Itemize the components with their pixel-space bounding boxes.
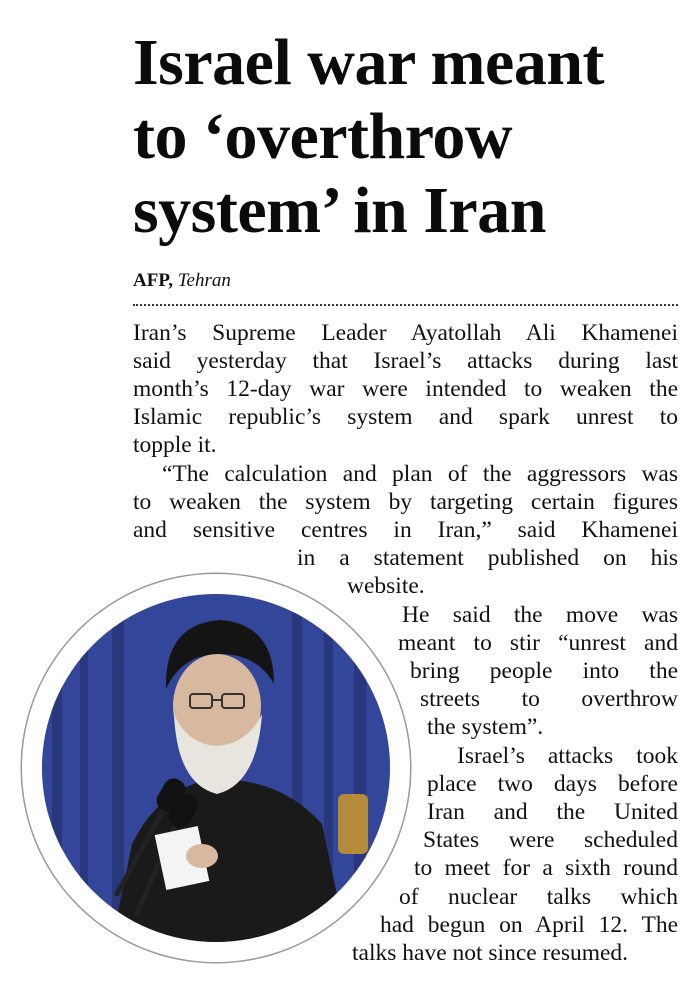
body-line: talks have not since resumed. <box>352 940 629 966</box>
body-line: Islamic republic’s system and spark unrest to <box>133 404 678 430</box>
body-line: “The calculation and plan of the aggressors was <box>162 461 678 487</box>
body-line: said yesterday that Israel’s attacks during last <box>133 348 678 374</box>
body-line: in a statement published on his <box>297 545 678 571</box>
body-line: streets to overthrow <box>420 686 678 712</box>
headline-line-1: Israel war meant <box>133 26 605 99</box>
body-line: website. <box>347 573 425 599</box>
body-line: Iran’s Supreme Leader Ayatollah Ali Khamenei <box>133 320 678 346</box>
body-line: He said the move was <box>402 602 678 628</box>
body-line: bring people into the <box>410 658 678 684</box>
body-line: place two days before <box>427 771 678 797</box>
body-line: Iran and the United <box>427 799 678 825</box>
body-line: States were scheduled <box>423 827 678 853</box>
byline <box>133 270 231 292</box>
headline <box>133 26 683 248</box>
body-line: of nuclear talks which <box>399 884 678 910</box>
body-line: topple it. <box>133 432 217 458</box>
body-line: month’s 12-day war were intended to weaken the <box>133 376 678 402</box>
body-line: had begun on April 12. The <box>380 912 678 938</box>
body-line: meant to stir “unrest and <box>398 630 678 656</box>
byline-agency: AFP, <box>133 270 173 291</box>
headline-line-3: system’ in Iran <box>133 174 546 247</box>
body-line: the system”. <box>427 714 544 740</box>
body-line: to weaken the system by targeting certain figures <box>133 489 678 515</box>
byline-city: Tehran <box>177 270 231 291</box>
headline-line-2: to ‘overthrow <box>133 100 512 173</box>
body-line: and sensitive centres in Iran,” said Khamenei <box>133 517 678 543</box>
portrait-photo <box>42 594 390 942</box>
body-line: to meet for a sixth round <box>414 855 678 881</box>
dotted-divider <box>133 304 678 306</box>
body-line: Israel’s attacks took <box>457 743 678 769</box>
